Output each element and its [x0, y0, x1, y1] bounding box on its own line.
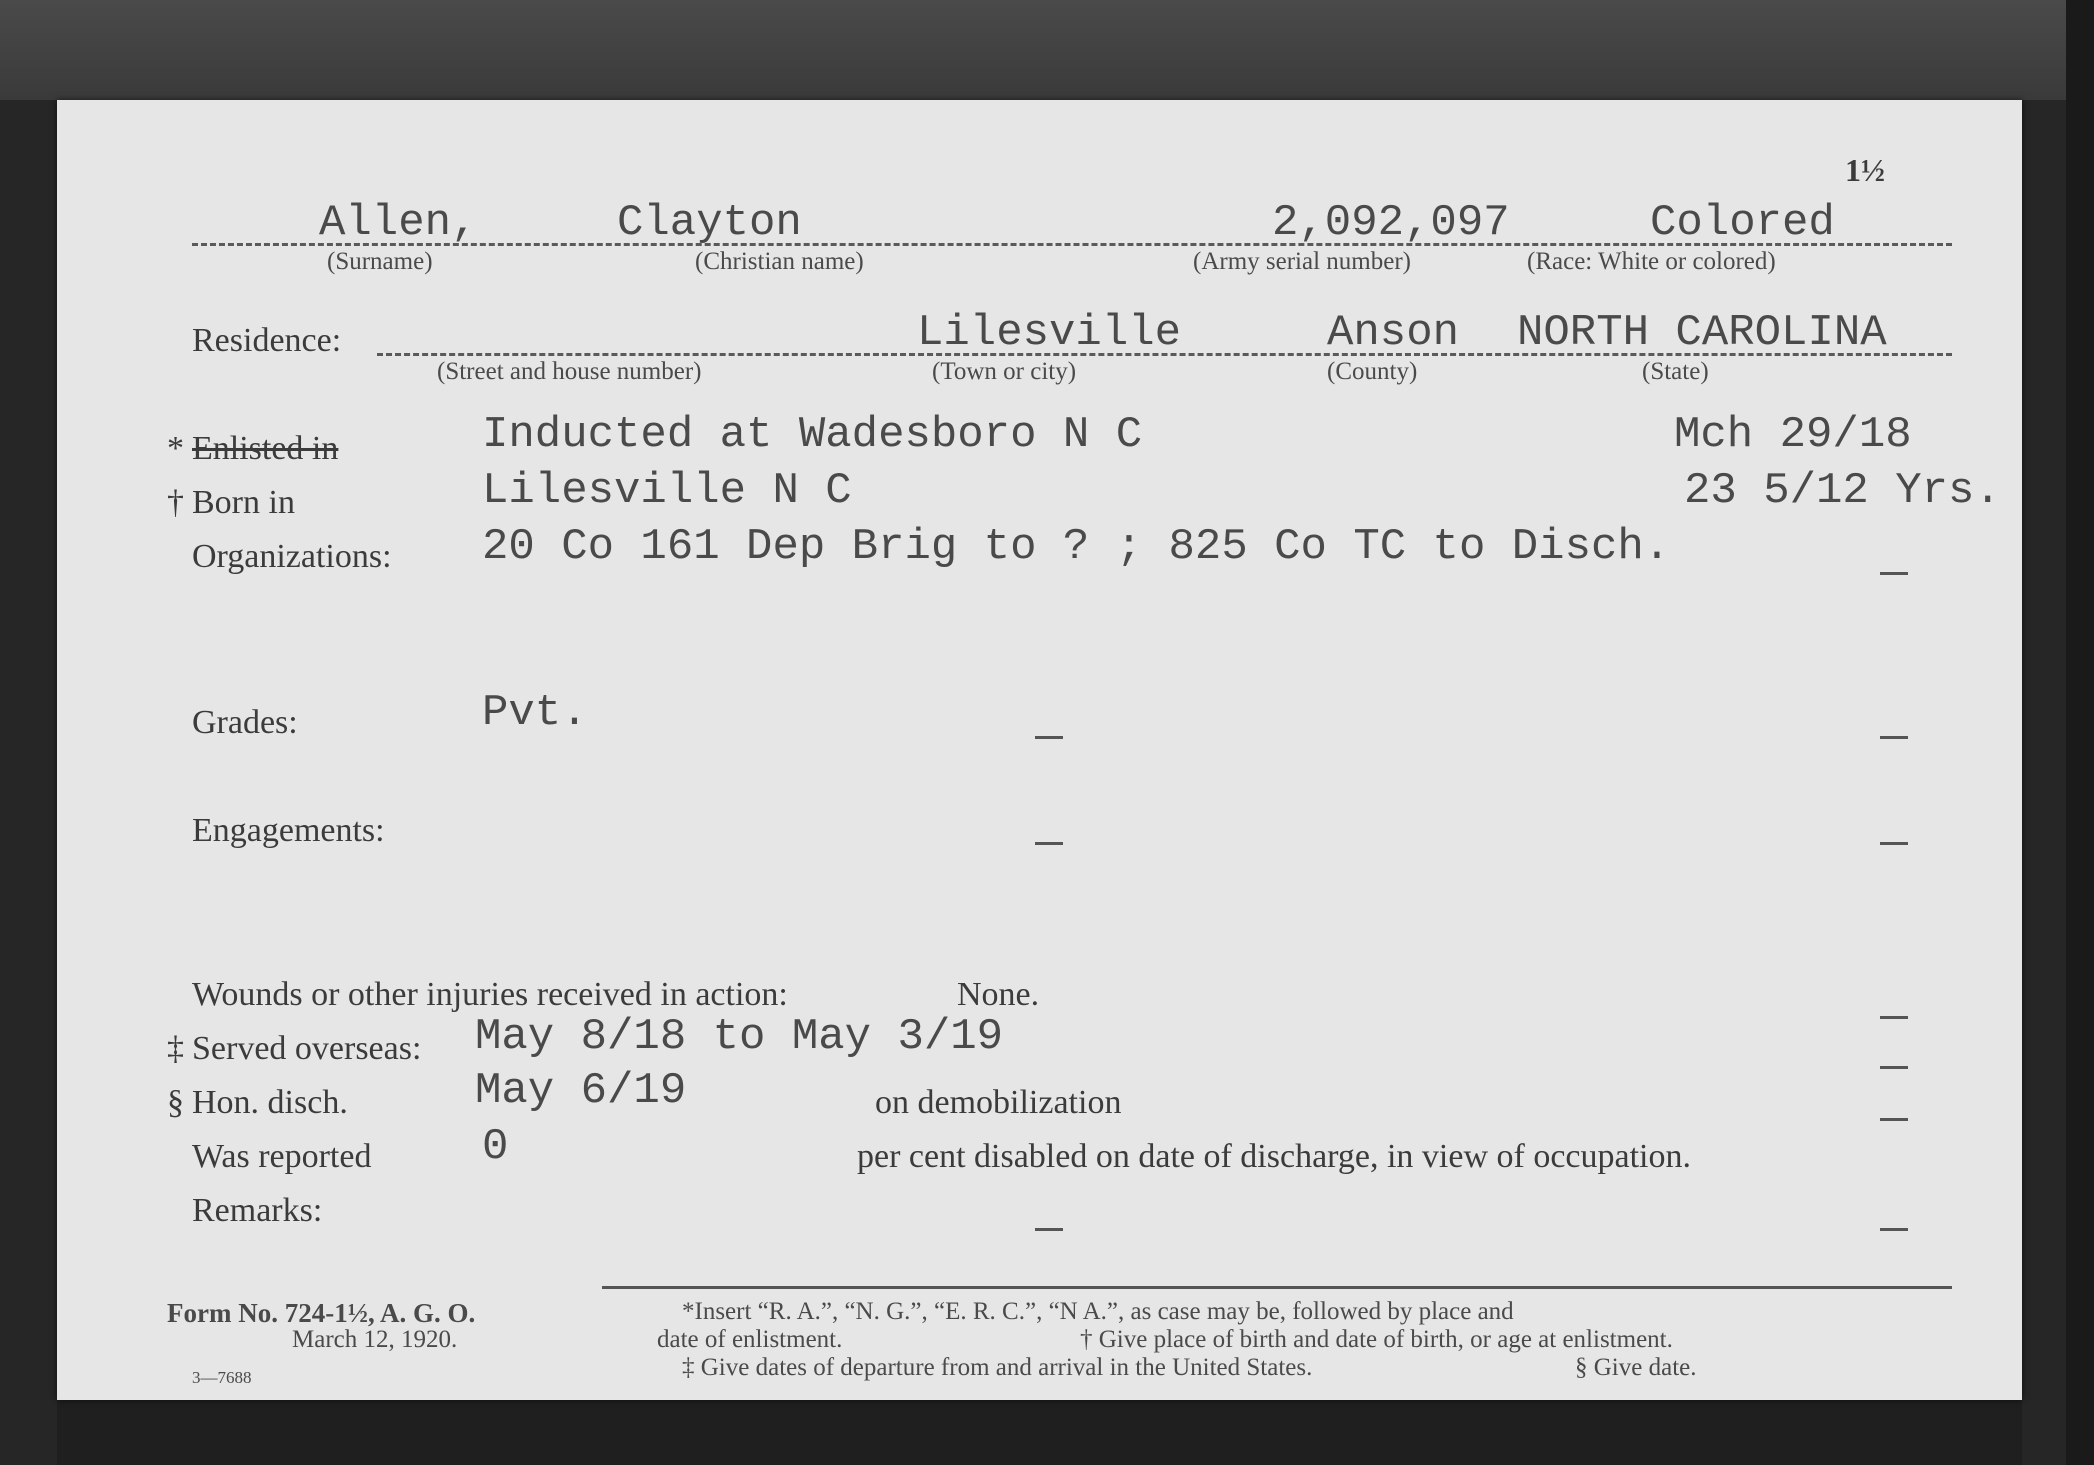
- overseas-tick: [1880, 1066, 1908, 1069]
- organizations-label: Organizations:: [192, 538, 392, 575]
- footer-rule: [602, 1286, 1952, 1289]
- remarks-tick-right: [1880, 1228, 1908, 1231]
- reported-text: per cent disabled on date of discharge, in view of occupation.: [857, 1138, 1691, 1175]
- grades-tick-right: [1880, 736, 1908, 739]
- christian-name-caption: (Christian name): [695, 248, 864, 275]
- footer-note-3b: § Give date.: [1575, 1354, 1697, 1381]
- overseas-label: Served overseas:: [192, 1030, 422, 1067]
- form-number: Form No. 724-1½, A. G. O.: [167, 1298, 476, 1328]
- christian-name-value: Clayton: [617, 198, 802, 248]
- corner-number: 1½: [1845, 152, 1885, 188]
- wounds-label: Wounds or other injuries received in action:: [192, 976, 788, 1013]
- enlisted-label: Enlisted in: [192, 430, 339, 467]
- surname-caption: (Surname): [327, 248, 433, 275]
- serial-number-caption: (Army serial number): [1193, 248, 1411, 275]
- grades-label: Grades:: [192, 704, 298, 741]
- enlisted-mark: *: [167, 430, 184, 467]
- organizations-value: 20 Co 161 Dep Brig to ? ; 825 Co TC to Disch.: [482, 522, 1671, 572]
- hon-disch-mark: §: [167, 1084, 184, 1121]
- wounds-value: None.: [957, 976, 1040, 1013]
- race-caption: (Race: White or colored): [1527, 248, 1776, 275]
- residence-town-value: Lilesville: [917, 308, 1182, 358]
- background-left: [0, 100, 57, 1465]
- reported-label: Was reported: [192, 1138, 372, 1175]
- remarks-label: Remarks:: [192, 1192, 323, 1229]
- town-caption: (Town or city): [932, 358, 1077, 385]
- residence-county-value: Anson: [1327, 308, 1460, 358]
- hon-disch-value: May 6/19: [475, 1066, 687, 1116]
- engagements-tick-mid: [1035, 842, 1063, 845]
- engagements-label: Engagements:: [192, 812, 385, 849]
- reported-value: 0: [482, 1122, 509, 1172]
- born-label: Born in: [192, 484, 295, 521]
- race-value: Colored: [1650, 198, 1835, 248]
- born-age: 23 5/12 Yrs.: [1684, 466, 2001, 516]
- grades-value: Pvt.: [482, 688, 588, 738]
- enlisted-date: Mch 29/18: [1674, 410, 1912, 460]
- hon-disch-label: Hon. disch.: [192, 1084, 348, 1121]
- engagements-tick-right: [1880, 842, 1908, 845]
- hon-disch-note: on demobilization: [875, 1084, 1122, 1121]
- background-top: [0, 0, 2094, 100]
- remarks-tick-mid: [1035, 1228, 1063, 1231]
- form-code: 3—7688: [192, 1368, 252, 1387]
- form-date: March 12, 1920.: [292, 1326, 458, 1353]
- enlisted-value: Inducted at Wadesboro N C: [482, 410, 1143, 460]
- street-caption: (Street and house number): [437, 358, 702, 385]
- wounds-tick: [1880, 1016, 1908, 1019]
- overseas-value: May 8/18 to May 3/19: [475, 1012, 1004, 1062]
- footer-note-3: ‡ Give dates of departure from and arrival in the United States.: [682, 1354, 1313, 1381]
- residence-state-value: NORTH CAROLINA: [1517, 308, 1887, 358]
- organizations-tick: [1880, 572, 1908, 575]
- residence-label: Residence:: [192, 322, 342, 359]
- born-value: Lilesville N C: [482, 466, 852, 516]
- service-record-card: [57, 100, 2022, 1400]
- serial-number-value: 2,092,097: [1272, 198, 1510, 248]
- grades-tick-mid: [1035, 736, 1063, 739]
- footer-note-1: *Insert “R. A.”, “N. G.”, “E. R. C.”, “N A.”, as case may be, followed by place and: [682, 1298, 1514, 1325]
- hon-disch-tick: [1880, 1118, 1908, 1121]
- background-right-strip: [2066, 0, 2094, 1465]
- county-caption: (County): [1327, 358, 1418, 385]
- overseas-mark: ‡: [167, 1030, 184, 1067]
- surname-value: Allen,: [319, 198, 478, 248]
- born-mark: †: [167, 484, 184, 521]
- state-caption: (State): [1642, 358, 1709, 385]
- footer-note-2b: † Give place of birth and date of birth, or age at enlistment.: [1080, 1326, 1673, 1353]
- footer-note-2: date of enlistment.: [657, 1326, 843, 1353]
